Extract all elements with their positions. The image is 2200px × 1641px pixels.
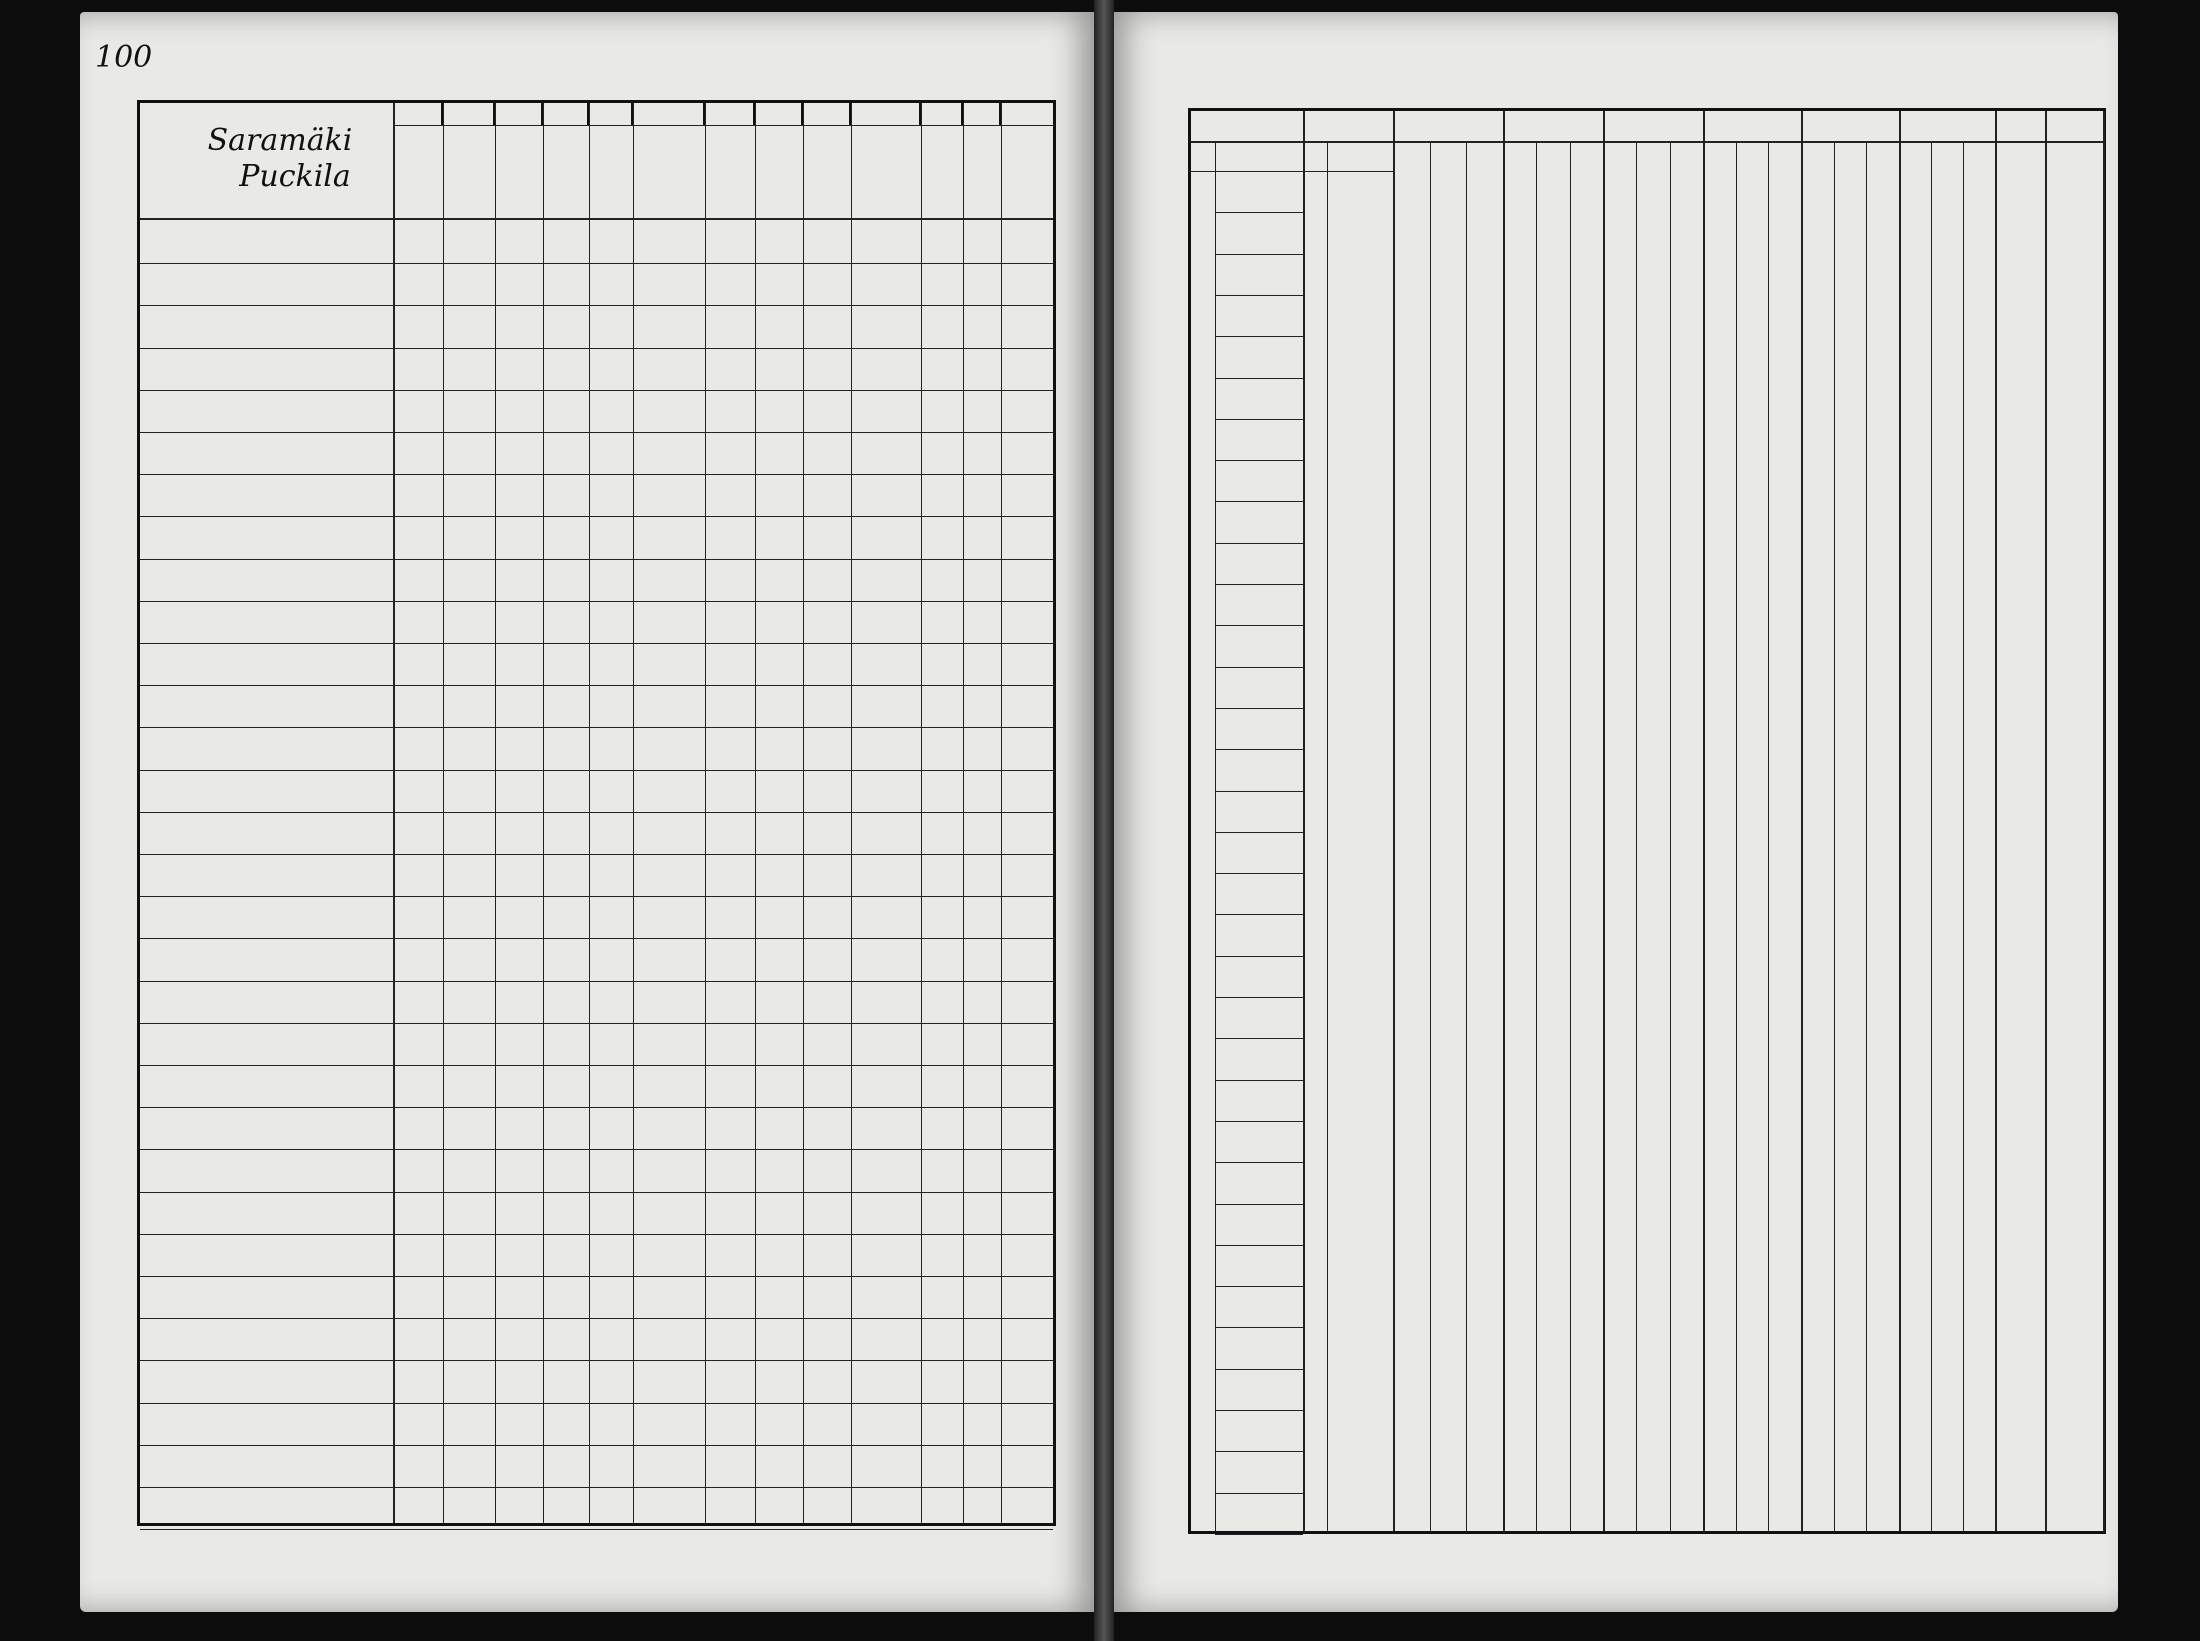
column-divider bbox=[1001, 103, 1002, 1523]
table-row-line bbox=[1215, 708, 1303, 709]
column-header bbox=[705, 103, 755, 125]
table-row-line bbox=[140, 1403, 1053, 1404]
column-divider bbox=[1603, 111, 1605, 1531]
table-row-line bbox=[140, 1360, 1053, 1361]
column-divider bbox=[705, 103, 706, 1523]
year-header bbox=[1899, 111, 1995, 141]
parish-title bbox=[180, 123, 380, 195]
table-row-line bbox=[1215, 1038, 1303, 1039]
year-subcolumn-line bbox=[1736, 141, 1737, 1531]
column-header bbox=[963, 103, 1001, 125]
column-header bbox=[443, 103, 495, 125]
table-row-line bbox=[1215, 1245, 1303, 1246]
year-subcolumn-line bbox=[1466, 141, 1467, 1531]
column-divider bbox=[1703, 111, 1705, 1531]
table-row-line bbox=[140, 643, 1053, 644]
column-divider bbox=[755, 103, 756, 1523]
table-row-line bbox=[1215, 749, 1303, 750]
table-row-line bbox=[1215, 584, 1303, 585]
table-row-line bbox=[140, 1149, 1053, 1150]
subheader bbox=[1327, 141, 1393, 171]
table-row-line bbox=[140, 770, 1053, 771]
subheader-bottom-line bbox=[1191, 171, 1393, 172]
table-row-line bbox=[1215, 543, 1303, 544]
table-row-line bbox=[1215, 1534, 1303, 1535]
column-divider bbox=[543, 103, 544, 1523]
column-divider bbox=[803, 103, 804, 1523]
table-row-line bbox=[1215, 212, 1303, 213]
subheader bbox=[1303, 141, 1327, 171]
year-header bbox=[2045, 111, 2103, 141]
table-row-line bbox=[1215, 460, 1303, 461]
column-header bbox=[393, 103, 443, 125]
year-header bbox=[1393, 111, 1503, 141]
year-subcolumn-line bbox=[1834, 141, 1835, 1531]
table-row-line bbox=[1215, 873, 1303, 874]
year-header bbox=[1191, 111, 1303, 141]
table-row-line bbox=[140, 1023, 1053, 1024]
table-row-line bbox=[140, 1529, 1053, 1530]
year-subcolumn-line bbox=[1570, 141, 1571, 1531]
table-row-line bbox=[140, 1445, 1053, 1446]
table-row-line bbox=[1215, 254, 1303, 255]
column-divider bbox=[921, 103, 922, 1523]
year-header bbox=[1801, 111, 1899, 141]
column-header bbox=[495, 103, 543, 125]
subcolumn-divider bbox=[1215, 141, 1216, 1531]
year-header bbox=[1995, 111, 2045, 141]
header-bottom-line bbox=[140, 218, 1053, 220]
column-header bbox=[543, 103, 589, 125]
book-gutter bbox=[1094, 0, 1114, 1641]
table-row-line bbox=[140, 812, 1053, 813]
column-header bbox=[803, 103, 851, 125]
table-row-line bbox=[140, 727, 1053, 728]
table-row-line bbox=[140, 1276, 1053, 1277]
year-header bbox=[1703, 111, 1801, 141]
year-subcolumn-line bbox=[1536, 141, 1537, 1531]
column-divider bbox=[963, 103, 964, 1523]
table-row-line bbox=[140, 938, 1053, 939]
table-row-line bbox=[140, 1192, 1053, 1193]
table-row-line bbox=[140, 263, 1053, 264]
name-column-border bbox=[393, 103, 395, 1523]
subheader bbox=[1215, 141, 1303, 171]
table-row-line bbox=[1215, 295, 1303, 296]
table-row-line bbox=[140, 1487, 1053, 1488]
column-divider bbox=[1303, 111, 1305, 1531]
column-divider bbox=[1801, 111, 1803, 1531]
left-ledger-table bbox=[137, 100, 1056, 1526]
column-divider bbox=[1503, 111, 1505, 1531]
year-subcolumn-line bbox=[1670, 141, 1671, 1531]
year-subcolumn-line bbox=[1931, 141, 1932, 1531]
year-subcolumn-line bbox=[1866, 141, 1867, 1531]
column-divider bbox=[495, 103, 496, 1523]
column-divider bbox=[633, 103, 634, 1523]
right-ledger-table bbox=[1188, 108, 2106, 1534]
table-row-line bbox=[1215, 1451, 1303, 1452]
table-row-line bbox=[1215, 1204, 1303, 1205]
column-divider bbox=[851, 103, 852, 1523]
column-divider bbox=[1899, 111, 1901, 1531]
table-row-line bbox=[140, 1065, 1053, 1066]
table-row-line bbox=[140, 601, 1053, 602]
year-subcolumn-line bbox=[1768, 141, 1769, 1531]
table-row-line bbox=[140, 896, 1053, 897]
column-header bbox=[851, 103, 921, 125]
table-row-line bbox=[140, 1107, 1053, 1108]
table-row-line bbox=[140, 685, 1053, 686]
table-row-line bbox=[140, 854, 1053, 855]
column-header bbox=[589, 103, 633, 125]
table-row-line bbox=[140, 474, 1053, 475]
column-header bbox=[755, 103, 803, 125]
column-header bbox=[633, 103, 705, 125]
table-row-line bbox=[1215, 791, 1303, 792]
table-row-line bbox=[1215, 501, 1303, 502]
parish-title-line: Saramäki bbox=[207, 123, 353, 158]
table-row-line bbox=[1215, 997, 1303, 998]
table-row-line bbox=[1215, 1369, 1303, 1370]
parish-title-line: Puckila bbox=[239, 159, 351, 194]
subheader bbox=[1191, 141, 1215, 171]
subcolumn-divider bbox=[1327, 141, 1328, 1531]
year-header bbox=[1503, 111, 1603, 141]
table-row-line bbox=[140, 348, 1053, 349]
table-row-line bbox=[1215, 336, 1303, 337]
table-row-line bbox=[1215, 1327, 1303, 1328]
column-divider bbox=[443, 103, 444, 1523]
table-row-line bbox=[1215, 832, 1303, 833]
table-row-line bbox=[1215, 625, 1303, 626]
column-divider bbox=[1995, 111, 1997, 1531]
table-row-line bbox=[140, 516, 1053, 517]
table-row-line bbox=[140, 390, 1053, 391]
table-row-line bbox=[140, 305, 1053, 306]
table-row-line bbox=[140, 1318, 1053, 1319]
year-subcolumn-line bbox=[1636, 141, 1637, 1531]
table-row-line bbox=[140, 981, 1053, 982]
table-row-line bbox=[140, 1234, 1053, 1235]
year-subcolumn-line bbox=[1963, 141, 1964, 1531]
column-header bbox=[921, 103, 963, 125]
table-row-line bbox=[1215, 1121, 1303, 1122]
column-divider bbox=[2045, 111, 2047, 1531]
table-row-line bbox=[1215, 1286, 1303, 1287]
table-row-line bbox=[1215, 956, 1303, 957]
table-row-line bbox=[1215, 1410, 1303, 1411]
year-subcolumn-line bbox=[1430, 141, 1431, 1531]
column-divider bbox=[589, 103, 590, 1523]
table-row-line bbox=[140, 559, 1053, 560]
table-row-line bbox=[1215, 914, 1303, 915]
page-number: 100 bbox=[95, 40, 153, 75]
table-row-line bbox=[1215, 419, 1303, 420]
table-row-line bbox=[140, 432, 1053, 433]
year-header bbox=[1303, 111, 1393, 141]
table-row-line bbox=[1215, 667, 1303, 668]
table-row-line bbox=[1215, 1493, 1303, 1494]
header-underline bbox=[393, 125, 1053, 126]
column-divider bbox=[2103, 111, 2105, 1531]
table-row-line bbox=[1215, 1080, 1303, 1081]
table-row-line bbox=[1215, 1162, 1303, 1163]
column-divider bbox=[1393, 111, 1395, 1531]
table-row-line bbox=[1215, 378, 1303, 379]
year-header bbox=[1603, 111, 1703, 141]
